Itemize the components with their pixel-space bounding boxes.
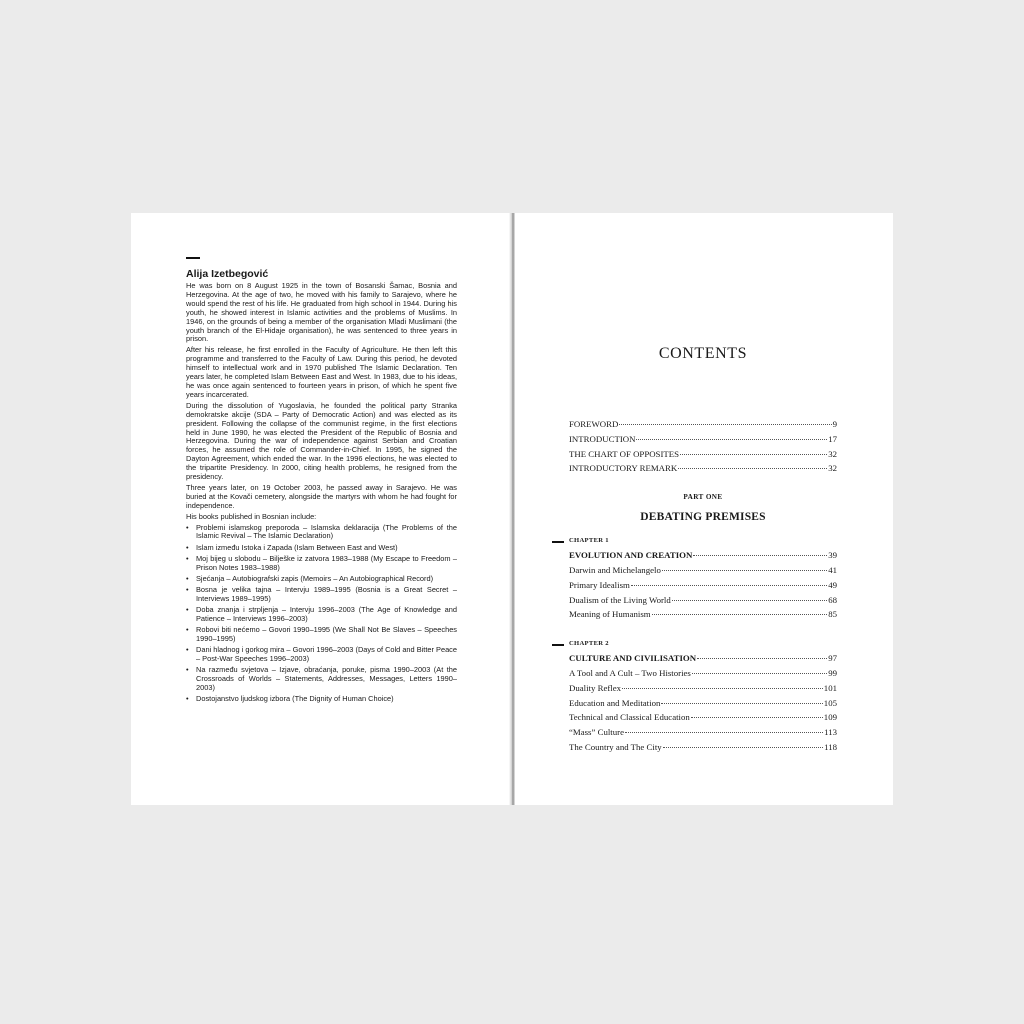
bio-paragraph: Three years later, on 19 October 2003, he passed away in Sarajevo. He was buried at the Kovači cemetery, alongside the martyrs with whom he had fought for independence. <box>186 482 457 510</box>
toc-section-entry[interactable] <box>569 727 837 737</box>
toc-page-number: 105 <box>823 698 837 708</box>
toc-section-entry[interactable] <box>569 742 837 752</box>
book-item: • Dostojanstvo ljudskog izbora (The Dignity of Human Choice) <box>186 695 457 704</box>
toc-entry-label: Primary Idealism <box>569 580 630 590</box>
book-item: • Problemi islamskog preporoda – Islamska deklaracija (The Problems of the Islamic Revival – The Islamic Declaration) <box>186 524 457 542</box>
toc-entry-label: Duality Reflex <box>569 683 622 693</box>
dot-leader <box>692 673 827 674</box>
toc-entry-label: INTRODUCTION <box>569 434 636 444</box>
toc-section-entry[interactable] <box>569 565 837 575</box>
part-label: PART ONE <box>683 493 723 501</box>
books-intro: His books published in Bosnian include: <box>186 511 317 521</box>
dot-leader <box>636 439 827 440</box>
book-list <box>186 524 457 704</box>
toc-entry-chart-of-opposites[interactable] <box>569 449 837 459</box>
book-item: • Bosna je velika tajna – Intervju 1989–1995 (Bosnia is a Great Secret – Interviews 1989–1995) <box>186 586 457 604</box>
toc-chapter-title[interactable] <box>569 653 837 663</box>
toc-page-number: 118 <box>824 742 837 752</box>
dot-leader <box>691 717 823 718</box>
toc-page-number: 39 <box>828 550 837 560</box>
dot-leader <box>680 454 827 455</box>
bio-paragraph: During the dissolution of Yugoslavia, he founded the political party Stranka demokratske akcije (SDA – Party of Democratic Action) and was elected as its president. Following the collapse of the communist regime, in the first elections held in June 1990, he was elected the President of the Republic of Bosnia and Herzegovina. During the war of independence against Serbian and Croatian forces, he assumed the role of Commander-in-Chief. In 1995, he signed the Dayton Agreement, which ended the war. In the 1996 elections, he was elected to the tripartite Presidency. In 2000, citing health problems, he resigned from the presidency. <box>186 400 457 482</box>
book-item: • Moj bijeg u slobodu – Bilješke iz zatvora 1983–1988 (My Escape to Freedom – Prison Notes 1983–1988) <box>186 555 457 573</box>
book-item: • Robovi biti nećemo – Govori 1990–1995 (We Shall Not Be Slaves – Speeches 1990–1995) <box>186 626 457 644</box>
toc-chapter-title[interactable] <box>569 550 837 560</box>
toc-section-entry[interactable] <box>569 595 837 605</box>
left-page <box>131 213 512 805</box>
toc-page-number: 41 <box>828 565 837 575</box>
dot-leader <box>693 555 827 556</box>
part-title: DEBATING PREMISES <box>640 511 766 523</box>
toc-page-number: 97 <box>828 653 837 663</box>
toc-page-number: 113 <box>824 727 837 737</box>
toc-page-number: 101 <box>823 683 837 693</box>
toc-page-number: 9 <box>832 419 837 429</box>
toc-entry-label: The Country and The City <box>569 742 662 752</box>
toc-entry-label: EVOLUTION AND CREATION <box>569 550 693 560</box>
toc-page-number: 32 <box>828 449 837 459</box>
toc-section-entry[interactable] <box>569 712 837 722</box>
bio-paragraph: After his release, he first enrolled in the Faculty of Agriculture. He then left this programme and transferred to the Faculty of Law. During this period, he devoted himself to intellectual work and in 1970 published The Islamic Declaration. Ten years later, he completed Islam Between East and West. In 1983, due to his ideas, he was once again sentenced to fourteen years in prison, of which he spent five years incarcerated. <box>186 345 457 399</box>
toc-entry-label: Dualism of the Living World <box>569 595 671 605</box>
toc-entry-label: A Tool and A Cult – Two Histories <box>569 668 691 678</box>
toc-page-number: 68 <box>828 595 837 605</box>
toc-page-number: 109 <box>823 712 837 722</box>
section-dash-mark <box>186 257 200 259</box>
author-heading: Alija Izetbegović <box>186 268 269 280</box>
dot-leader <box>652 614 828 615</box>
book-item: • Dani hladnog i gorkog mira – Govori 1996–2003 (Days of Cold and Bitter Peace – Post-War Speeches 1996–2003) <box>186 646 457 664</box>
dot-leader <box>661 703 822 704</box>
toc-entry-label: FOREWORD <box>569 419 619 429</box>
book-item: • Na razmeđu svjetova – Izjave, obraćanja, poruke, pisma 1990–2003 (At the Crossroads of Worlds – Statements, Addresses, Messages, Letters 1990–2003) <box>186 666 457 693</box>
toc-section-entry[interactable] <box>569 609 837 619</box>
toc-section-entry[interactable] <box>569 683 837 693</box>
toc-entry-label: “Mass” Culture <box>569 727 624 737</box>
toc-section-entry[interactable] <box>569 668 837 678</box>
toc-entry-label: Technical and Classical Education <box>569 712 690 722</box>
chapter-label: CHAPTER 2 <box>569 640 609 647</box>
toc-section-entry[interactable] <box>569 580 837 590</box>
right-page <box>515 213 893 805</box>
dot-leader <box>663 747 823 748</box>
toc-entry-introduction[interactable] <box>569 434 837 444</box>
toc-page-number: 17 <box>828 434 837 444</box>
dot-leader <box>672 600 827 601</box>
toc-entry-label: Education and Meditation <box>569 698 661 708</box>
chapter-dash-mark <box>552 541 564 543</box>
toc-page-number: 85 <box>828 609 837 619</box>
book-item: • Islam između Istoka i Zapada (Islam Between East and West) <box>186 544 457 553</box>
dot-leader <box>625 732 823 733</box>
book-item: • Sjećanja – Autobiografski zapis (Memoirs – An Autobiographical Record) <box>186 575 457 584</box>
toc-entry-label: Meaning of Humanism <box>569 609 651 619</box>
dot-leader <box>662 570 827 571</box>
toc-section-entry[interactable] <box>569 698 837 708</box>
chapter-dash-mark <box>552 644 564 646</box>
dot-leader <box>631 585 827 586</box>
toc-entry-foreword[interactable] <box>569 419 837 429</box>
toc-entry-label: THE CHART OF OPPOSITES <box>569 449 680 459</box>
toc-page-number: 32 <box>828 463 837 473</box>
dot-leader <box>619 424 831 425</box>
toc-entry-label: Darwin and Michelangelo <box>569 565 661 575</box>
toc-entry-label: CULTURE AND CIVILISATION <box>569 653 697 663</box>
toc-page-number: 99 <box>828 668 837 678</box>
toc-entry-label: INTRODUCTORY REMARK <box>569 463 678 473</box>
bio-paragraph: He was born on 8 August 1925 in the town of Bosanski Šamac, Bosnia and Herzegovina. At the age of two, he moved with his family to Sarajevo, where he would spend the rest of his life. He graduated from high school in 1944. During his youth, he showed interest in Islamic activities and the problems of Muslims. In 1946, on the grounds of being a member of the organisation Mladi Muslimani (the youth branch of the El-Hidaje organisation), he was sentenced to three years in prison. <box>186 281 457 344</box>
book-item: • Doba znanja i strpljenja – Intervju 1996–2003 (The Age of Knowledge and Patience – Interviews 1996–2003) <box>186 606 457 624</box>
chapter-label: CHAPTER 1 <box>569 537 609 544</box>
toc-entry-introductory-remark[interactable] <box>569 463 837 473</box>
dot-leader <box>678 468 827 469</box>
biography-block <box>186 257 457 706</box>
contents-title: CONTENTS <box>658 345 748 362</box>
toc-page-number: 49 <box>828 580 837 590</box>
dot-leader <box>622 688 823 689</box>
dot-leader <box>697 658 827 659</box>
